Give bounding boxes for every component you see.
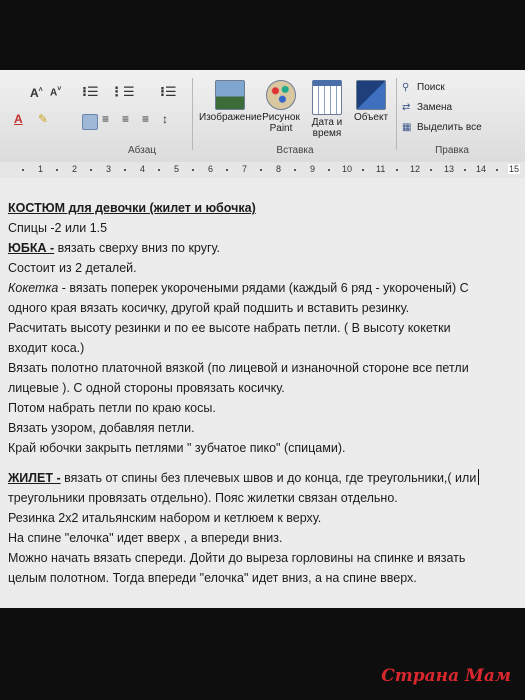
group-divider [192, 78, 193, 150]
shrink-font-icon[interactable]: A˅ [50, 86, 62, 99]
paragraph-line: Вязать узором, добавляя петли. [8, 421, 195, 435]
ruler-mark: 11 [376, 164, 386, 174]
paragraph-line: ЮБКА - вязать сверху вниз по кругу. [8, 241, 221, 255]
group-divider [396, 78, 397, 150]
ruler-mark: 7 [242, 164, 248, 174]
paragraph-line: На спине "елочка" идет вверх , а впереди вниз. [8, 531, 283, 545]
insert-group [195, 70, 395, 162]
calendar-icon [312, 80, 342, 115]
paragraph-line: Кокетка - вязать поперек укорочеными рядами (каждый 6 ряд - укороченый) С [8, 281, 469, 295]
paragraph-line: Резинка 2х2 итальянским набором и кетлюем к верху. [8, 511, 322, 525]
ruler-mark: 3 [106, 164, 112, 174]
ruler-mark: 9 [310, 164, 316, 174]
paragraph-line: Потом набрать петли по краю косы. [8, 401, 216, 415]
ruler-mark: 5 [174, 164, 180, 174]
align-right-icon[interactable]: ≡ [122, 112, 130, 126]
binoculars-icon: ⚲ [402, 82, 410, 93]
image-icon [215, 80, 245, 110]
object-icon [356, 80, 386, 110]
highlight-icon[interactable]: ✎ [38, 112, 49, 126]
ruler-dot [430, 169, 432, 171]
ruler-mark: 12 [410, 164, 421, 174]
paragraph-line: входит коса.) [8, 341, 85, 355]
grow-font-icon[interactable]: A˄ [30, 86, 43, 100]
paragraph-line: треугольники провязать отдельно). Пояс жилетки связан отдельно. [8, 491, 398, 505]
list-level-icon[interactable]: ⁝☰ [160, 84, 177, 99]
word-ribbon [0, 70, 525, 163]
ruler-dot [496, 169, 498, 171]
paragraph-line: лицевые ). С одной стороны провязать косичку. [8, 381, 285, 395]
ruler-mark: 2 [72, 164, 78, 174]
document-body[interactable] [8, 198, 513, 588]
editing-group [402, 70, 522, 162]
ruler-dot [464, 169, 466, 171]
yoke-heading: Кокетка [8, 281, 59, 295]
align-left-icon[interactable] [82, 114, 98, 130]
vest-heading: ЖИЛЕТ - [8, 471, 61, 485]
insert-object-button[interactable]: Объект [349, 80, 393, 123]
ruler-dot [22, 169, 24, 171]
bullets-icon[interactable]: ⁝☰ [82, 84, 99, 99]
paragraph-line: Можно начать вязать спереди. Дойти до выреза горловины на спинке и вязать [8, 551, 466, 565]
insert-image-button[interactable]: Изображение [199, 80, 261, 123]
font-color-icon[interactable]: A [14, 112, 23, 126]
paragraph-line: целым полотном. Тогда впереди "елочка" идет вниз, а на спине вверх. [8, 571, 417, 585]
paragraph-line: ЖИЛЕТ - вязать от спины без плечевых швов и до конца, где треугольники,( или [8, 468, 513, 488]
ruler-dot [56, 169, 58, 171]
insert-paint-button[interactable]: Рисунок Paint [259, 80, 303, 134]
ruler-mark: 14 [476, 164, 487, 174]
replace-icon: ⇄ [402, 102, 411, 113]
document-page[interactable] [0, 178, 525, 608]
ruler-mark: 13 [444, 164, 455, 174]
ruler-mark: 6 [208, 164, 214, 174]
ruler-dot [90, 169, 92, 171]
paragraph-gap [8, 458, 513, 468]
paragraph-line: Расчитать высоту резинки и по ее высоте набрать петли. ( В высоту кокетки [8, 321, 451, 335]
align-center-icon[interactable]: ≡ [102, 112, 110, 126]
skirt-heading: ЮБКА - [8, 241, 55, 255]
ruler-dot [260, 169, 262, 171]
horizontal-ruler[interactable] [0, 162, 525, 179]
ruler-mark: 4 [140, 164, 146, 174]
insert-group-label: Вставка [276, 145, 314, 156]
justify-icon[interactable]: ≡ [142, 112, 150, 126]
line-spacing-icon[interactable]: ↕ [162, 112, 168, 126]
find-button[interactable]: ⚲ Поиск [402, 82, 445, 93]
insert-datetime-button[interactable]: Дата и время [305, 80, 349, 139]
ruler-mark: 1 [38, 164, 44, 174]
paragraph-line: Вязать полотно платочной вязкой (по лицевой и изнаночной стороне все петли [8, 361, 469, 375]
paragraph-group [0, 70, 190, 162]
ruler-dot [124, 169, 126, 171]
site-watermark: Страна Мам [381, 666, 511, 686]
ruler-dot [328, 169, 330, 171]
paragraph-line: Состоит из 2 деталей. [8, 261, 137, 275]
ruler-mark: 15 [509, 164, 520, 174]
text-cursor [478, 469, 479, 485]
paragraph-group-label: Абзац [127, 145, 157, 156]
ruler-mark: 8 [276, 164, 282, 174]
select-all-icon: ▦ [402, 122, 412, 133]
ruler-dot [362, 169, 364, 171]
replace-button[interactable]: ⇄ Замена [402, 102, 453, 113]
paint-palette-icon [266, 80, 296, 110]
editing-group-label: Правка [435, 145, 469, 156]
ruler-dot [226, 169, 228, 171]
paragraph-line: Край юбочки закрыть петлями " зубчатое пико" (спицами). [8, 441, 346, 455]
ruler-dot [294, 169, 296, 171]
ruler-dot [158, 169, 160, 171]
ruler-dot [192, 169, 194, 171]
select-all-button[interactable]: ▦ Выделить все [402, 122, 482, 133]
ruler-mark: 10 [342, 164, 353, 174]
paragraph-line: Спицы -2 или 1.5 [8, 221, 108, 235]
ruler-dot [396, 169, 398, 171]
document-title: КОСТЮМ для девочки (жилет и юбочка) [8, 201, 256, 215]
numbering-icon[interactable]: ⋮☰ [110, 84, 135, 99]
paragraph-line: одного края вязать косичку, другой край подшить и вставить резинку. [8, 301, 410, 315]
